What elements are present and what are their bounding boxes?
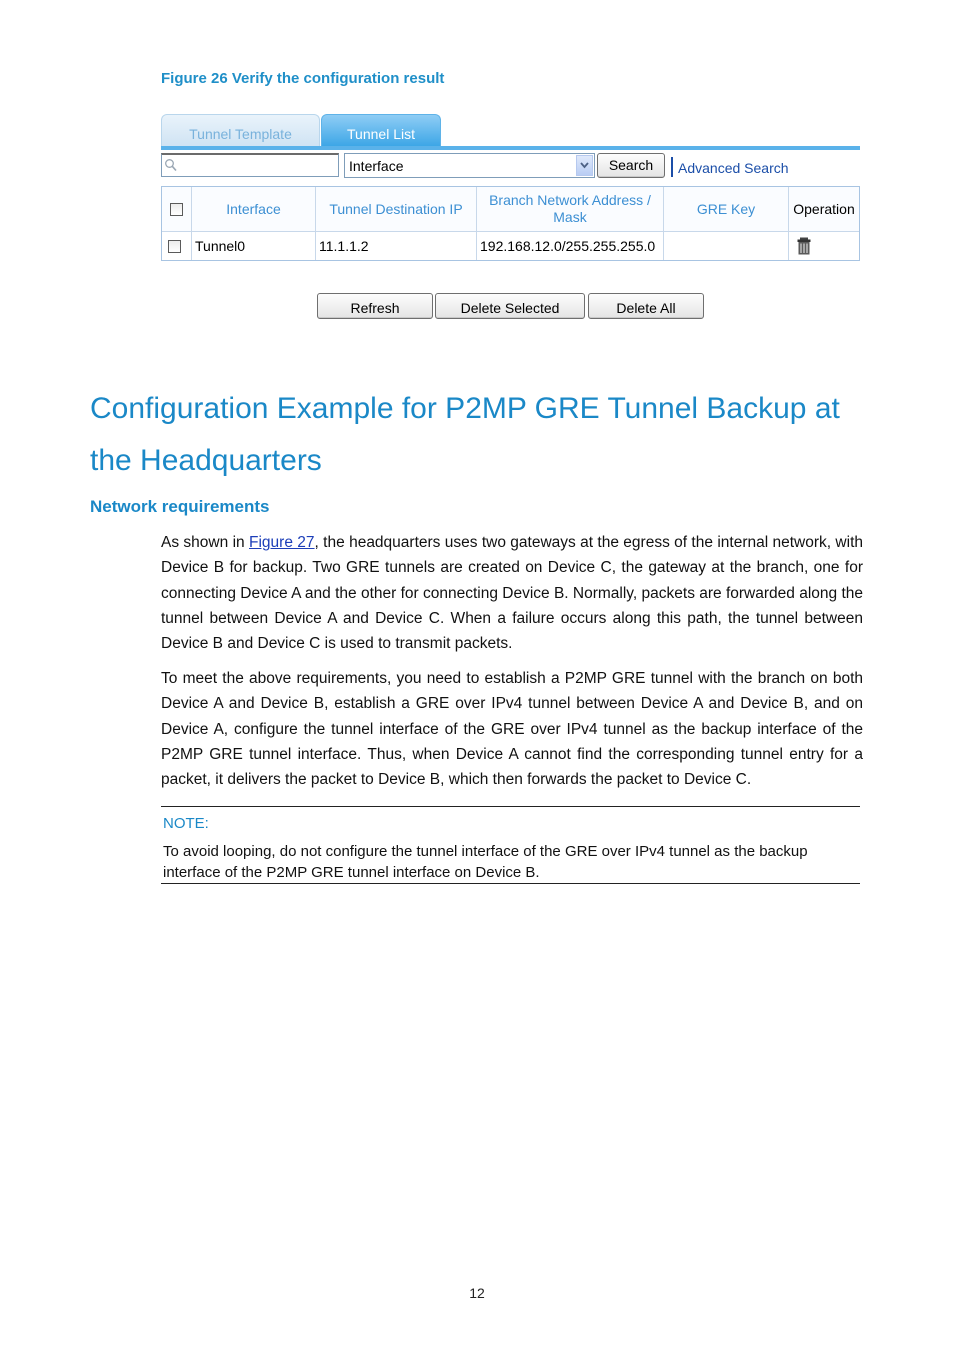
cell-destination: 11.1.1.2	[316, 232, 477, 260]
search-icon	[164, 158, 178, 172]
subsection-title: Network requirements	[90, 497, 270, 516]
note-top-rule	[161, 806, 860, 807]
note-label: NOTE:	[163, 815, 209, 832]
paragraph-1	[161, 530, 863, 656]
select-all-cell	[162, 187, 192, 232]
trash-icon[interactable]	[797, 237, 811, 255]
advanced-search-link[interactable]: Advanced Search	[678, 160, 789, 176]
tab-tunnel-list[interactable]: Tunnel List	[321, 114, 441, 147]
link-separator	[671, 157, 673, 177]
section-title: Configuration Example for P2MP GRE Tunnel Backup at the Headquarters	[90, 392, 840, 477]
note-bottom-rule	[161, 883, 860, 884]
table-row	[162, 232, 192, 260]
delete-all-button[interactable]: Delete All	[588, 293, 704, 319]
cell-branch: 192.168.12.0/255.255.255.0	[477, 232, 664, 260]
field-select-value: Interface	[349, 158, 404, 174]
cell-interface: Tunnel0	[192, 232, 316, 260]
tab-tunnel-template[interactable]: Tunnel Template	[161, 114, 320, 147]
column-header-operation: Operation	[789, 187, 859, 232]
note-text: To avoid looping, do not configure the tunnel interface of the GRE over IPv4 tunnel as the backup interface of the P2MP GRE tunnel interface on Device B.	[163, 843, 808, 881]
search-input[interactable]	[161, 153, 339, 177]
tab-bar	[161, 114, 860, 150]
figure-caption: Figure 26 Verify the configuration result	[161, 70, 445, 87]
column-header-branch[interactable]: Branch Network Address / Mask	[477, 187, 664, 232]
column-header-interface[interactable]: Interface	[192, 187, 316, 232]
cell-gre-key	[664, 232, 789, 260]
select-all-checkbox[interactable]	[170, 203, 183, 216]
delete-selected-button[interactable]: Delete Selected	[435, 293, 585, 319]
tab-underline	[161, 146, 860, 150]
field-select[interactable]	[344, 153, 595, 178]
tunnel-table	[161, 186, 860, 261]
search-button[interactable]: Search	[597, 153, 665, 178]
column-header-gre-key[interactable]: GRE Key	[664, 187, 789, 232]
figure-27-link[interactable]: Figure 27	[249, 534, 315, 551]
refresh-button[interactable]: Refresh	[317, 293, 433, 319]
page-number: 12	[469, 1285, 485, 1301]
chevron-down-icon[interactable]	[576, 155, 593, 176]
paragraph-2: To meet the above requirements, you need to establish a P2MP GRE tunnel with the branch on both Device A and Device B, establish a GRE over IPv4 tunnel between Device A and Device B, and on Device A, configure the tunnel interface of the GRE over IPv4 tunnel as the backup interface of the P2MP GRE tunnel interface. Thus, when Device A cannot find the corresponding tunnel entry for a packet, it delivers the packet to Device B, which then forwards the packet to Device C.	[161, 670, 863, 789]
paragraph-1-body: , the headquarters uses two gateways at the egress of the internal network, with Device B for backup. Two GRE tunnels are created on Device C, the gateway at the branch, one for connecting Device A and the other for connecting Device B. Normally, packets are forwarded along the tunnel between Device A and Device C. When a failure occurs along this path, the tunnel between Device B and Device C is used to transmit packets.	[161, 534, 863, 653]
paragraph-1-lead: As shown in	[161, 534, 249, 551]
cell-operation	[789, 232, 859, 260]
row-checkbox[interactable]	[168, 240, 181, 253]
column-header-destination[interactable]: Tunnel Destination IP	[316, 187, 477, 232]
